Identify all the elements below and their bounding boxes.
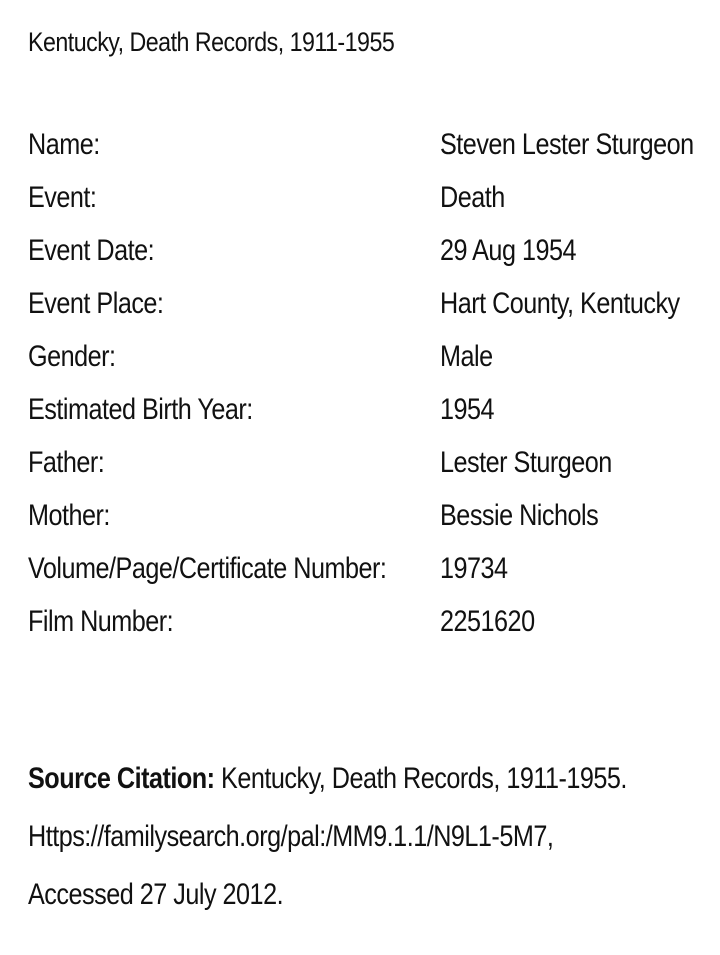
field-value: 19734: [440, 552, 508, 585]
field-row-event: [28, 179, 718, 232]
field-value: 1954: [440, 393, 495, 426]
field-row-name: [28, 126, 718, 179]
field-value: 2251620: [440, 605, 535, 638]
field-label: Gender:: [28, 340, 116, 373]
source-citation: [28, 760, 708, 934]
field-label: Event:: [28, 181, 97, 214]
field-row-film-number: [28, 603, 718, 656]
field-row-gender: [28, 338, 718, 391]
record-fields: [28, 126, 718, 656]
field-row-mother: [28, 497, 718, 550]
field-row-event-date: [28, 232, 718, 285]
field-value: 29 Aug 1954: [440, 234, 577, 267]
field-row-birth-year: [28, 391, 718, 444]
citation-line: [28, 760, 627, 818]
citation-url: Https://familysearch.org/pal:/MM9.1.1/N9L1-5M7,: [28, 820, 554, 853]
citation-accessed: Accessed 27 July 2012.: [28, 878, 284, 911]
field-label: Film Number:: [28, 605, 174, 638]
field-label: Estimated Birth Year:: [28, 393, 253, 426]
field-label: Event Date:: [28, 234, 155, 267]
citation-label: Source Citation:: [28, 762, 215, 795]
field-value: Lester Sturgeon: [440, 446, 612, 479]
field-row-event-place: [28, 285, 718, 338]
field-value: Steven Lester Sturgeon: [440, 128, 694, 161]
field-value: Death: [440, 181, 505, 214]
field-label: Father:: [28, 446, 105, 479]
field-value: Bessie Nichols: [440, 499, 599, 532]
field-row-father: [28, 444, 718, 497]
field-label: Mother:: [28, 499, 110, 532]
field-label: Name:: [28, 128, 100, 161]
field-label: Volume/Page/Certificate Number:: [28, 552, 387, 585]
document-title: Kentucky, Death Records, 1911-1955: [28, 27, 395, 57]
field-value: Male: [440, 340, 493, 373]
citation-text: Kentucky, Death Records, 1911-1955.: [214, 762, 627, 795]
field-row-certificate-number: [28, 550, 718, 603]
field-value: Hart County, Kentucky: [440, 287, 680, 320]
field-label: Event Place:: [28, 287, 164, 320]
